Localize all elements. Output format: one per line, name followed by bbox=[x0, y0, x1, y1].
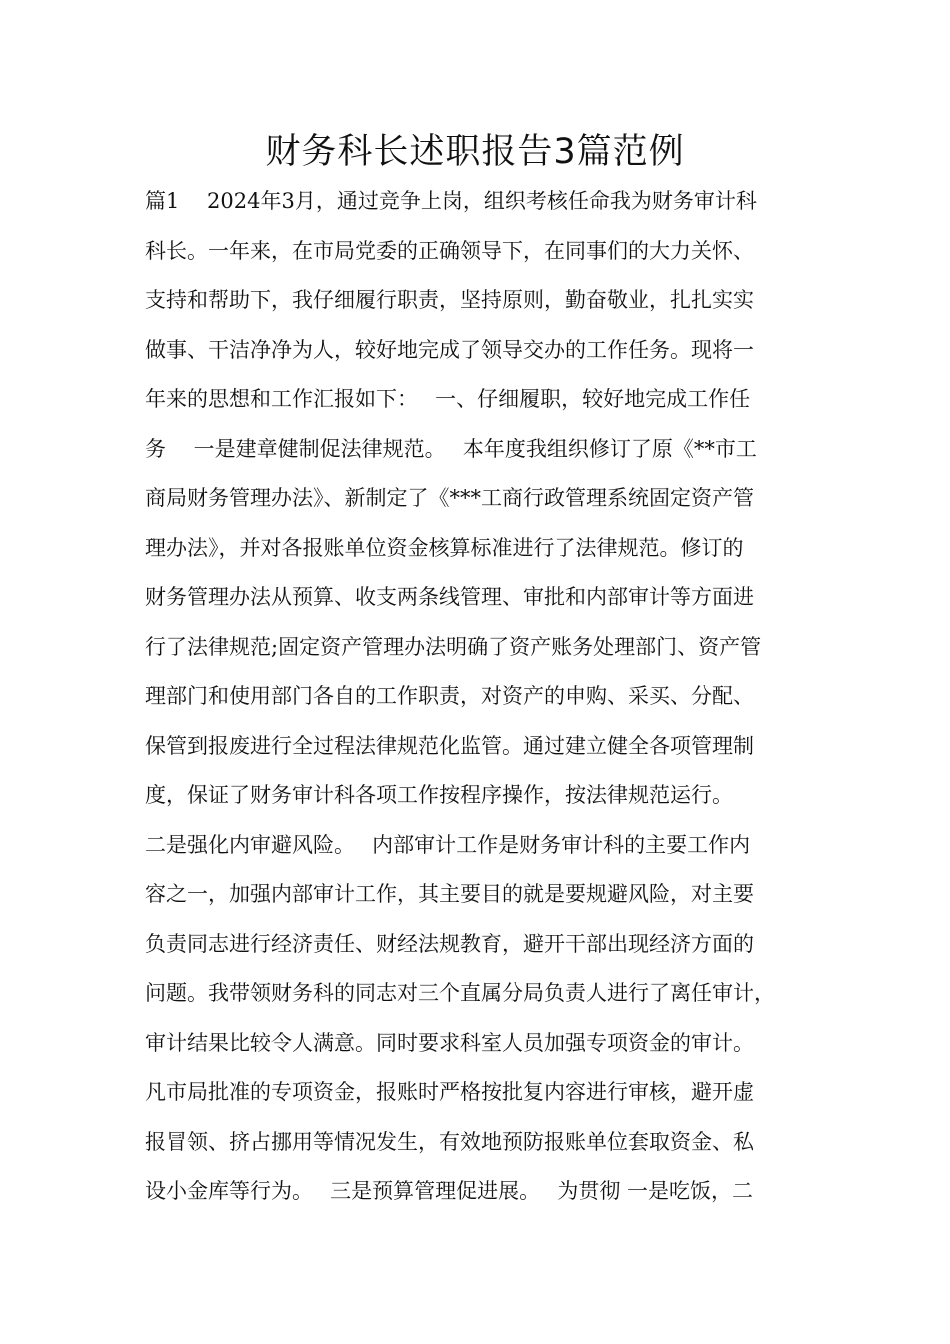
body-line: 问题。我带领财务科的同志对三个直属分局负责人进行了离任审计， bbox=[145, 981, 775, 1005]
body-line: 务 一是建章健制促法律规范。 本年度我组织修订了原《**市工 bbox=[145, 436, 757, 461]
body-line: 保管到报废进行全过程法律规范化监管。通过建立健全各项管理制 bbox=[145, 733, 754, 758]
body-line: 篇1 2024年3月，通过竞争上岗，组织考核任命我为财务审计科 bbox=[145, 189, 757, 213]
body-line: 审计结果比较令人满意。同时要求科室人员加强专项资金的审计。 bbox=[145, 1030, 754, 1055]
body-line: 设小金库等行为。 三是预算管理促进展。 为贯彻 一是吃饭，二 bbox=[145, 1179, 754, 1203]
body-line: 容之一，加强内部审计工作，其主要目的就是要规避风险，对主要 bbox=[145, 882, 754, 906]
body-line: 做事、干洁净净为人，较好地完成了领导交办的工作任务。现将一 bbox=[145, 337, 754, 362]
body-line: 负责同志进行经济责任、财经法规教育，避开干部出现经济方面的 bbox=[145, 931, 754, 956]
body-line: 财务管理办法从预算、收支两条线管理、审批和内部审计等方面进 bbox=[145, 585, 754, 609]
body-line: 行了法律规范;固定资产管理办法明确了资产账务处理部门、资产管 bbox=[145, 634, 762, 659]
body-line: 二是强化内审避风险。 内部审计工作是财务审计科的主要工作内 bbox=[145, 832, 751, 857]
body-line: 理部门和使用部门各自的工作职责，对资产的申购、采买、分配、 bbox=[145, 684, 754, 708]
body-line: 凡市局批准的专项资金，报账时严格按批复内容进行审核，避开虚 bbox=[145, 1080, 754, 1104]
document-body bbox=[145, 182, 825, 1222]
body-line: 商局财务管理办法》、新制定了《***工商行政管理系统固定资产管 bbox=[145, 486, 754, 510]
body-line: 支持和帮助下，我仔细履行职责，坚持原则，勤奋敬业，扎扎实实 bbox=[145, 288, 754, 312]
body-line: 报冒领、挤占挪用等情况发生，有效地预防报账单位套取资金、私 bbox=[145, 1129, 754, 1154]
body-line: 度，保证了财务审计科各项工作按程序操作，按法律规范运行。 bbox=[145, 783, 733, 807]
body-line: 科长。一年来，在市局党委的正确领导下，在同事们的大力关怀、 bbox=[145, 238, 754, 263]
body-line: 年来的思想和工作汇报如下： 一、仔细履职，较好地完成工作任 bbox=[145, 387, 751, 411]
body-line: 理办法》，并对各报账单位资金核算标准进行了法律规范。修订的 bbox=[145, 535, 744, 560]
document-title: 财务科长述职报告3篇范例 bbox=[265, 132, 685, 172]
